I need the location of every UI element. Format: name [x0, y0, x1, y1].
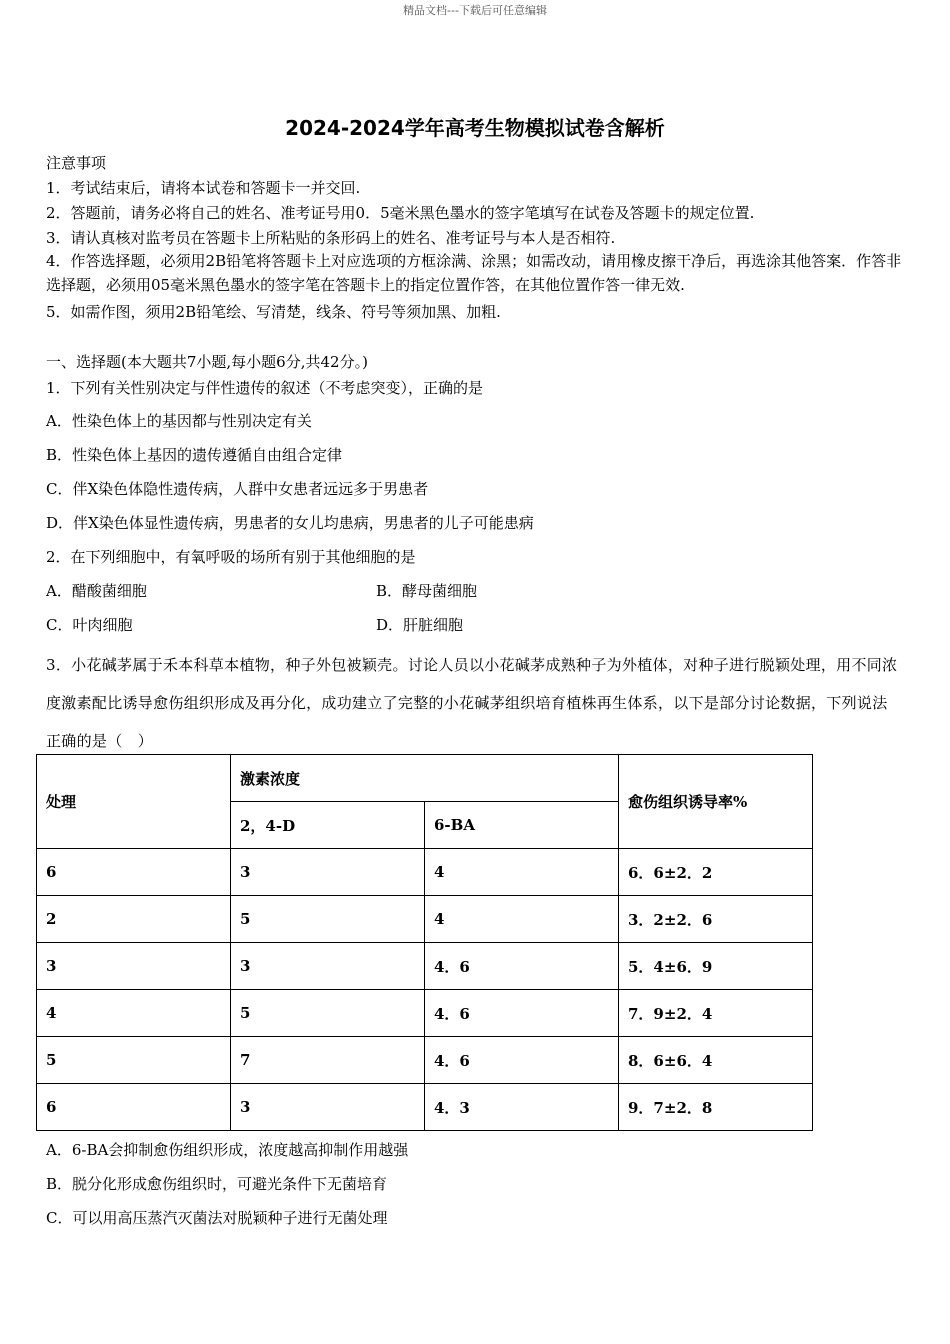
table-cell: 4．6 — [425, 990, 619, 1037]
notice-item-2: 2．答题前，请务必将自己的姓名、准考证号用0．5毫米黑色墨水的签字笔填写在试卷及答题卡的规定位置. — [46, 204, 755, 222]
header-rate: 愈伤组织诱导率% — [619, 755, 813, 849]
table-cell: 6．6±2．2 — [619, 849, 813, 896]
table-cell: 4．6 — [425, 1037, 619, 1084]
page-header: 精品文档---下载后可任意编辑 — [403, 4, 547, 17]
section-heading: 一、选择题(本大题共7小题,每小题6分,共42分。) — [46, 353, 368, 371]
table-cell: 9．7±2．8 — [619, 1084, 813, 1131]
q2-option-a: A．醋酸菌细胞 — [46, 582, 147, 600]
q3-stem: 3．小花碱茅属于禾本科草本植物，种子外包被颖壳。讨论人员以小花碱茅成熟种子为外植体，对种子进行脱颖处理，用不同浓度激素配比诱导愈伤组织形成及再分化，成功建立了完整的小花碱茅组织培育植株再生体系，以下是部分讨论数据，下列说法正确的是（ ） — [46, 656, 898, 750]
table-row — [37, 943, 813, 990]
table-cell: 5．4±6．9 — [619, 943, 813, 990]
notice-item-4: 4．作答选择题，必须用2B铅笔将答题卡上对应选项的方框涂满、涂黑；如需改动，请用橡皮擦干净后，再选涂其他答案．作答非选择题，必须用05毫米黑色墨水的签字笔在答题卡上的指定位置作答，在其他位置作答一律无效. — [46, 252, 902, 294]
table-header-row — [37, 755, 813, 802]
header-treatment: 处理 — [37, 755, 231, 849]
q2-stem: 2．在下列细胞中，有氧呼吸的场所有别于其他细胞的是 — [46, 548, 416, 566]
q2-option-d: D．肝脏细胞 — [376, 616, 464, 634]
q2-option-b: B．酵母菌细胞 — [376, 582, 478, 600]
table-cell: 6 — [37, 849, 231, 896]
table-cell: 4 — [37, 990, 231, 1037]
header-6ba: 6-BA — [425, 802, 619, 849]
table-row — [37, 990, 813, 1037]
table-cell: 5 — [231, 896, 425, 943]
q3-option-c: C．可以用高压蒸汽灭菌法对脱颖种子进行无菌处理 — [46, 1209, 388, 1227]
notice-item-1: 1．考试结束后，请将本试卷和答题卡一并交回. — [46, 179, 361, 197]
q3-option-a: A．6-BA会抑制愈伤组织形成，浓度越高抑制作用越强 — [46, 1141, 409, 1159]
table-cell: 4 — [425, 849, 619, 896]
q2-option-c: C．叶肉细胞 — [46, 616, 133, 634]
header-hormone: 激素浓度 — [231, 755, 619, 802]
table-cell: 6 — [37, 1084, 231, 1131]
table-cell: 5 — [231, 990, 425, 1037]
header-24d: 2，4-D — [231, 802, 425, 849]
table-row — [37, 1084, 813, 1131]
q3-option-b: B．脱分化形成愈伤组织时，可避光条件下无菌培育 — [46, 1175, 388, 1193]
table-row — [37, 896, 813, 943]
table-cell: 3．2±2．6 — [619, 896, 813, 943]
notice-heading: 注意事项 — [46, 154, 107, 172]
table-cell: 3 — [231, 849, 425, 896]
table-cell: 5 — [37, 1037, 231, 1084]
notice-item-3: 3．请认真核对监考员在答题卡上所粘贴的条形码上的姓名、准考证号与本人是否相符. — [46, 229, 616, 247]
q1-option-d: D．伴X染色体显性遗传病，男患者的女儿均患病，男患者的儿子可能患病 — [46, 514, 534, 532]
table-cell: 7 — [231, 1037, 425, 1084]
table-cell: 2 — [37, 896, 231, 943]
q1-option-b: B．性染色体上基因的遗传遵循自由组合定律 — [46, 446, 343, 464]
table-cell: 8．6±6．4 — [619, 1037, 813, 1084]
table-row — [37, 849, 813, 896]
notice-item-5: 5．如需作图，须用2B铅笔绘、写清楚，线条、符号等须加黑、加粗. — [46, 303, 501, 321]
page-title: 2024-2024学年高考生物模拟试卷含解析 — [285, 116, 665, 140]
table-cell: 7．9±2．4 — [619, 990, 813, 1037]
table-cell: 4．3 — [425, 1084, 619, 1131]
table-cell: 4．6 — [425, 943, 619, 990]
q1-option-a: A．性染色体上的基因都与性别决定有关 — [46, 412, 312, 430]
table-cell: 3 — [37, 943, 231, 990]
q1-stem: 1．下列有关性别决定与伴性遗传的叙述（不考虑突变），正确的是 — [46, 379, 484, 397]
table-cell: 3 — [231, 1084, 425, 1131]
q1-option-c: C．伴X染色体隐性遗传病，人群中女患者远远多于男患者 — [46, 480, 429, 498]
table-row — [37, 1037, 813, 1084]
data-table — [36, 754, 813, 1131]
table-cell: 3 — [231, 943, 425, 990]
table-cell: 4 — [425, 896, 619, 943]
